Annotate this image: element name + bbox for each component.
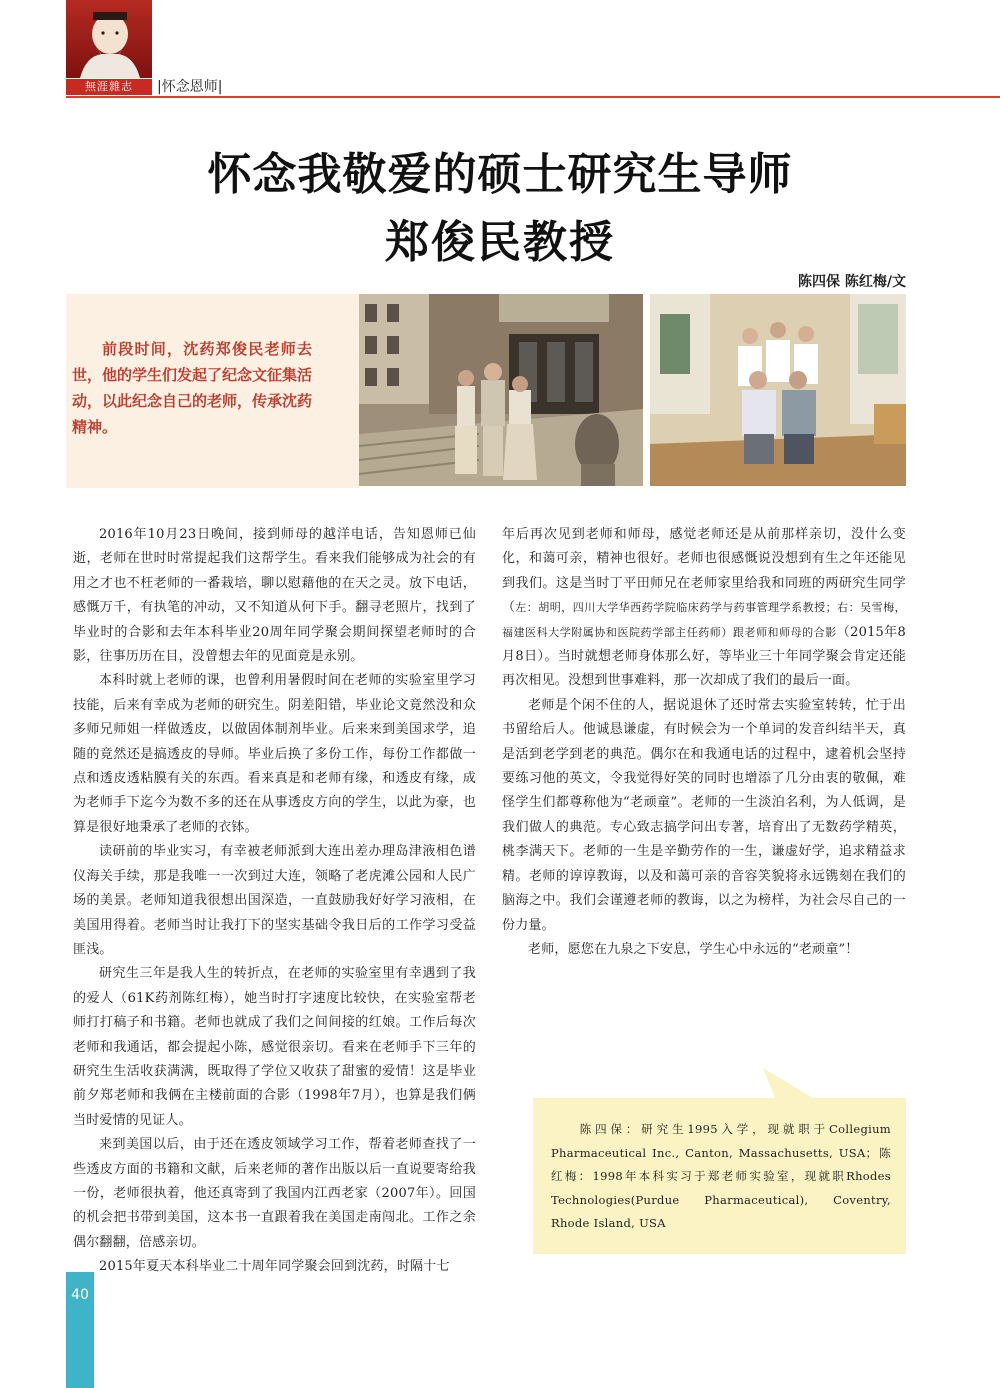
header-rule [66,96,1000,98]
body-paragraph: 本科时就上老师的课，也曾利用暑假时间在老师的实验室里学习技能，后来有幸成为老师的研究生。阴差阳错，毕业论文竟然没和众多师兄师姐一样做透皮，以做固体制剂毕业。后来来到美国求学，追随的竟然还是搞透皮的导师。毕业后换了多份工作，每份工作都做一点和透皮透粘膜有关的东西。看来真是和老师有缘，和透皮有缘，成为老师手下迄今为数不多的还在从事透皮方向的学生，以此为豪，也算是很好地秉承了老师的衣钵。 [73,673,476,835]
scholar-portrait-icon [66,0,152,78]
magazine-name: 無涯雜志 [66,79,152,95]
section-label: |怀念恩师| [157,79,223,95]
article-author: 陈四保 陈红梅/文 [798,274,906,290]
body-text: （2015年8月8日）。当时就想老师身体那么好，等毕业三十年同学聚会肯定还能再次相见。没想到世事难料，那一次却成了我们的最后一面。 [502,624,906,689]
photo-reunion-2015 [650,294,906,486]
body-paragraph: 老师是个闲不住的人，据说退休了还时常去实验室转转，忙于出书留给后人。他诚恳谦虚，有时候会为一个单词的发音纠结半天，真是活到老学到老的典范。偶尔在和我通电话的过程中，逮着机会坚持要练习他的英文，令我觉得好笑的同时也增添了几分由衷的敬佩，难怪学生们都尊称他为“老顽童”。老师的一生淡泊名利，为人低调，是我们做人的典范。专心致志搞学问出专著，培育出了无数药学精英，桃李满天下。老师的一生是辛勤劳作的一生，谦虚好学，追求精益求精。老师的谆谆教诲，以及和蔼可亲的音容笑貌将永远镌刻在我们的脑海之中。我们会谨遵老师的教诲，以之为榜样，为社会尽自己的一份力量。 [502,697,906,933]
photo-caption-inline: 左：胡明，四川大学华西药学院临床药学与药事管理学系教授；右：吴雪梅，福建医科大学附属协和医院药学部主任药师）跟老师和师母的合影 [502,601,906,639]
body-paragraph: 读研前的毕业实习，有幸被老师派到大连出差办理岛津液相色谱仪海关手续，那是我唯一一次到过大连，领略了老虎滩公园和人民广场的美景。老师知道我很想出国深造，一直鼓励我好好学习液相，在美国用得着。老师当时让我打下的坚实基础令我日后的工作学习受益匪浅。 [73,844,476,957]
author-bio: 陈四保：研究生1995入学，现就职于Collegium Pharmaceutical Inc., Canton, Massachusetts, USA；陈红梅：1998年本科实习于郑老师实验室，现就职Rhodes Technologies(Purdue Pharmaceutical), Coventry, Rhode Island, USA [551,1122,891,1230]
body-text: 年后再次见到老师和师母，感觉老师还是从前那样亲切，没什么变化，和蔼可亲，精神也很好。老师也很感慨说没想到有生之年还能见到我们。这是当时丁平田师兄在老师家里给我和同班的两研究生同学（ [502,527,906,616]
page-number: 40 [71,1287,89,1303]
body-paragraph: 2016年10月23日晚间，接到师母的越洋电话，告知恩师已仙逝，老师在世时时常提起我们这帮学生。看来我们能够成为社会的有用之才也不枉老师的一番栽培，聊以慰藉他的在天之灵。放下电话，感慨万千，有执笔的冲动，又不知道从何下手。翻寻老照片，找到了毕业时的合影和去年本科毕业20周年同学聚会期间探望老师时的合影，往事历历在目，没曾想去年的见面竟是永别。 [73,527,476,665]
body-paragraph: 2015年夏天本科毕业二十周年同学聚会回到沈药，时隔十七 [99,1259,450,1275]
callout-tail [757,1068,817,1100]
body-paragraph: 老师，愿您在九泉之下安息，学生心中永远的“老顽童”！ [528,941,859,957]
article-intro: 前段时间，沈药郑俊民老师去世，他的学生们发起了纪念文征集活动，以此纪念自己的老师，传承沈药精神。 [72,340,313,436]
article-column-left [73,523,476,1280]
body-paragraph: 研究生三年是我人生的转折点，在老师的实验室里有幸遇到了我的爱人（61K药剂陈红梅），她当时打字速度比较快，在实验室帮老师打打稿子和书籍。老师也就成了我们之间间接的红娘。工作后每次老师和我通话，都会提起小陈，感觉很亲切。看来在老师手下三年的研究生生活收获满满，既取得了学位又收获了甜蜜的爱情！这是毕业前夕郑老师和我俩在主楼前面的合影（1998年7月），也算是我们俩当时爱情的见证人。 [73,966,476,1128]
article-title-line1: 怀念我敬爱的硕士研究生导师 [207,149,793,200]
magazine-logo [66,0,152,78]
body-paragraph: 来到美国以后，由于还在透皮领域学习工作，帮着老师查找了一些透皮方面的书籍和文献，后来老师的著作出版以后一直说要寄给我一份，老师很执着，他还真寄到了我国内江西老家（2007年）。回国的机会把书带到美国，这本书一直跟着我在美国走南闯北。工作之余偶尔翻翻，倍感亲切。 [73,1137,476,1250]
article-column-right [502,523,906,962]
article-title-line2: 郑俊民教授 [385,217,615,268]
photo-graduation-1998 [359,294,643,486]
body-paragraph [502,523,906,694]
